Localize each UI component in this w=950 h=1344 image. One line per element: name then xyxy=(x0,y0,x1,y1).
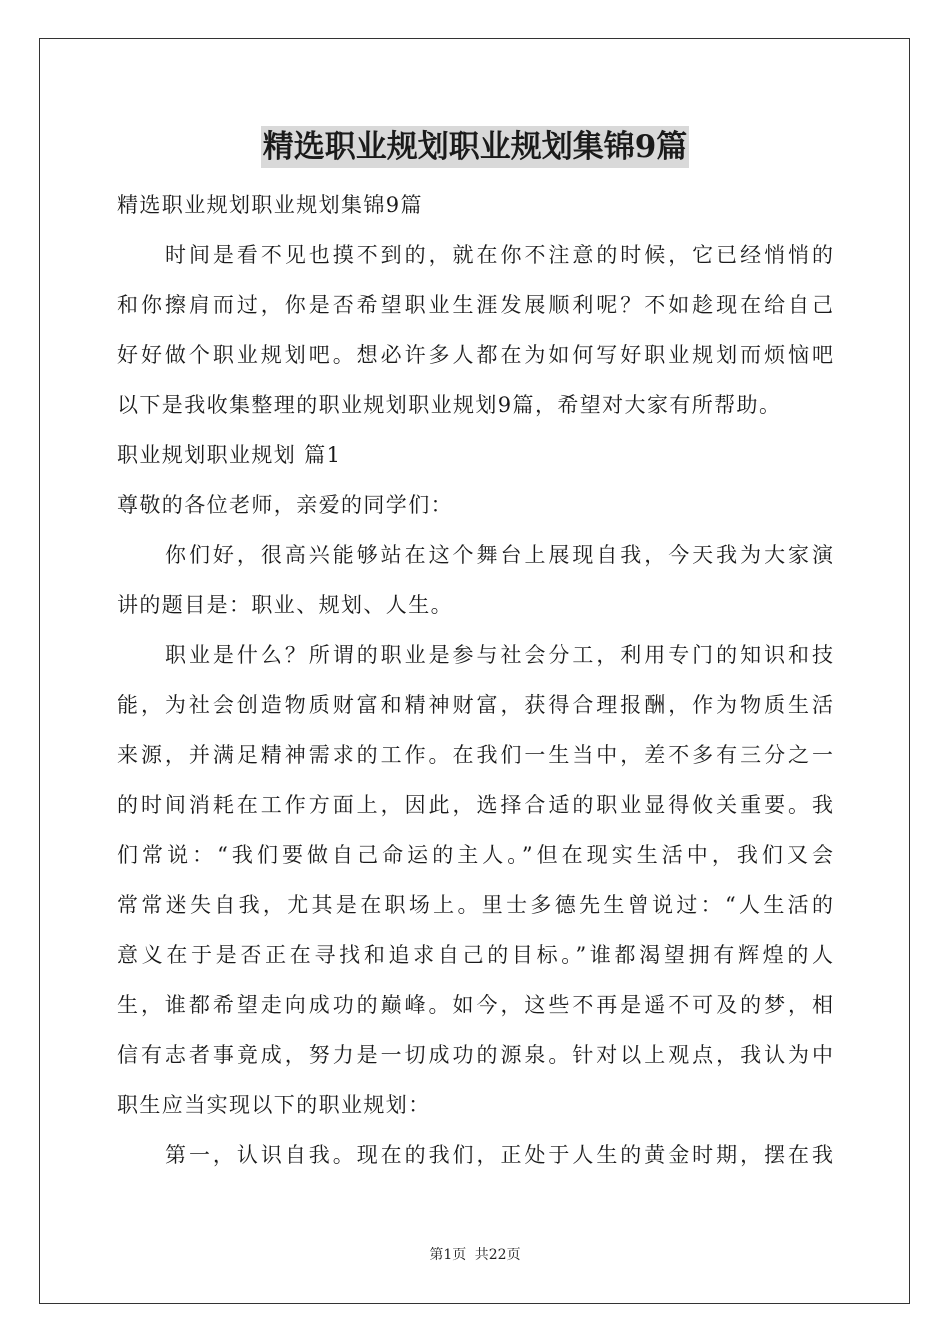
paragraph-line: 的时间消耗在工作方面上，因此，选择合适的职业显得攸关重要。我 xyxy=(117,793,833,817)
page-footer xyxy=(0,1245,950,1265)
paragraph-line: 来源，并满足精神需求的工作。在我们一生当中，差不多有三分之一 xyxy=(117,743,833,767)
paragraph-line: 意义在于是否正在寻找和追求自己的目标。”谁都渴望拥有辉煌的人 xyxy=(117,943,833,967)
page-total: 共22页 xyxy=(474,1247,521,1263)
page-number: 第1页 xyxy=(429,1247,467,1263)
paragraph-line: 们常说：“我们要做自己命运的主人。”但在现实生活中，我们又会 xyxy=(117,843,833,867)
paragraph-line: 能，为社会创造物质财富和精神财富，获得合理报酬，作为物质生活 xyxy=(117,693,833,717)
title-container xyxy=(117,126,833,168)
subtitle-line: 精选职业规划职业规划集锦9篇 xyxy=(117,193,423,217)
paragraph-line: 生，谁都希望走向成功的巅峰。如今，这些不再是遥不可及的梦，相 xyxy=(117,993,833,1017)
paragraph-line: 职生应当实现以下的职业规划： xyxy=(117,1093,431,1117)
paragraph-line: 时间是看不见也摸不到的，就在你不注意的时候，它已经悄悄的 xyxy=(165,243,833,267)
paragraph-line: 职业是什么？所谓的职业是参与社会分工，利用专门的知识和技 xyxy=(165,643,833,667)
paragraph-line: 好好做个职业规划吧。想必许多人都在为如何写好职业规划而烦恼吧 xyxy=(117,343,833,367)
paragraph-line: 第一，认识自我。现在的我们，正处于人生的黄金时期，摆在我 xyxy=(165,1143,833,1167)
document-title: 精选职业规划职业规划集锦9篇 xyxy=(261,126,690,168)
paragraph-line: 信有志者事竟成，努力是一切成功的源泉。针对以上观点，我认为中 xyxy=(117,1043,833,1067)
paragraph-line: 以下是我收集整理的职业规划职业规划9篇，希望对大家有所帮助。 xyxy=(117,393,782,417)
salutation-line: 尊敬的各位老师，亲爱的同学们： xyxy=(117,493,453,517)
text-lines xyxy=(117,180,833,1180)
section-heading: 职业规划职业规划 篇1 xyxy=(117,443,342,467)
paragraph-line: 常常迷失自我，尤其是在职场上。里士多德先生曾说过：“人生活的 xyxy=(117,893,833,917)
paragraph-line: 你们好，很高兴能够站在这个舞台上展现自我，今天我为大家演 xyxy=(165,543,833,567)
paragraph-line: 和你擦肩而过，你是否希望职业生涯发展顺利呢？不如趁现在给自己 xyxy=(117,293,833,317)
paragraph-line: 讲的题目是：职业、规划、人生。 xyxy=(117,593,453,617)
